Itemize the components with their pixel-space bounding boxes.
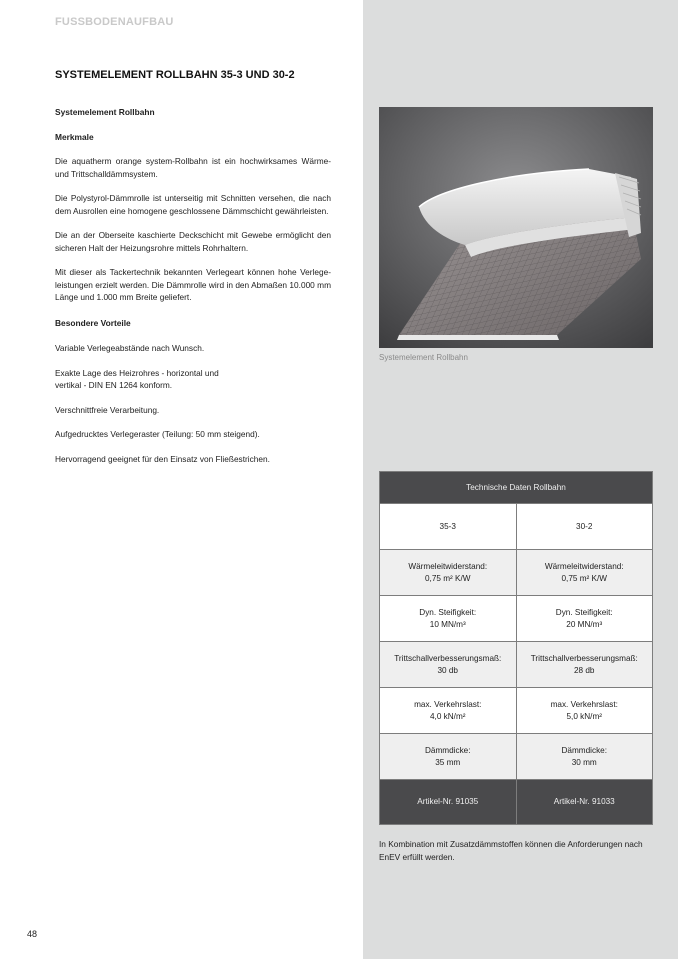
vorteile-heading: Besondere Vorteile <box>55 317 131 328</box>
vorteile-item: Hervorragend geeignet für den Einsatz von Fließestrichen. <box>55 453 270 464</box>
vorteile-item: Verschnittfreie Verarbeitung. <box>55 404 160 415</box>
merkmale-paragraph: Die aquatherm orange system-Rollbahn ist ein hochwirksames Wärme- und Trittschalldämmsystem. <box>55 156 331 179</box>
cell-value: 5,0 kN/m² <box>566 711 602 721</box>
table-row <box>380 734 653 780</box>
page-title: SYSTEMELEMENT ROLLBAHN 35-3 UND 30-2 <box>55 69 295 81</box>
merkmale-heading: Merkmale <box>55 131 94 142</box>
page-number: 48 <box>27 929 38 939</box>
cell-value: 30 mm <box>571 757 597 767</box>
table-row <box>380 642 653 688</box>
product-subtitle: Systemelement Rollbahn <box>55 107 155 117</box>
table-cell <box>380 596 517 642</box>
column-35-3: 35-3 <box>380 504 517 550</box>
section-header: FUSSBODENAUFBAU <box>55 16 174 28</box>
merkmale-paragraph: Die Polystyrol-Dämmrolle ist unterseitig mit Schnitten versehen, die nach dem Ausrollen eine homogene geschlossene Dämmschicht gewährleisten. <box>55 193 331 216</box>
merkmale-paragraph: Die an der Oberseite kaschierte Deckschicht mit Gewebe ermöglicht den sicheren Halt der Heizungsrohre mittels Rohrhaltern. <box>55 230 331 253</box>
article-number-row <box>380 780 653 825</box>
footnote: In Kombination mit Zusatzdämmstoffen können die Anforderungen nach EnEV erfüllt werden. <box>379 839 643 862</box>
cell-label: Trittschallverbesserungsmaß: <box>530 653 638 663</box>
table-header: Technische Daten Rollbahn <box>380 472 653 504</box>
table-cell <box>380 642 517 688</box>
technical-data-table <box>379 471 653 825</box>
vorteile-item: Variable Verlegeabstände nach Wunsch. <box>55 343 205 353</box>
cell-value: 10 MN/m³ <box>429 619 466 629</box>
product-photo <box>379 107 653 348</box>
cell-label: Wärmeleitwiderstand: <box>544 561 624 571</box>
cell-value: 30 db <box>437 665 458 675</box>
photo-caption: Systemelement Rollbahn <box>379 353 468 362</box>
cell-label: Dyn. Steifigkeit: <box>555 607 613 617</box>
cell-label: Dämmdicke: <box>425 745 471 755</box>
cell-value: 20 MN/m³ <box>566 619 603 629</box>
cell-label: Wärmeleitwiderstand: <box>408 561 488 571</box>
vorteile-item: Aufgedrucktes Verlegeraster (Teilung: 50 mm steigend). <box>55 429 260 439</box>
table-cell <box>516 596 653 642</box>
table-cell <box>516 688 653 734</box>
table-cell <box>380 734 517 780</box>
cell-value: 0,75 m² K/W <box>425 573 471 583</box>
cell-value: 0,75 m² K/W <box>561 573 607 583</box>
table-cell <box>516 734 653 780</box>
table-cell <box>516 642 653 688</box>
table-row <box>380 550 653 596</box>
table-row <box>380 688 653 734</box>
cell-label: max. Verkehrslast: <box>550 699 618 709</box>
column-30-2: 30-2 <box>516 504 653 550</box>
table-row <box>380 504 653 550</box>
table-cell <box>380 550 517 596</box>
cell-value: 35 mm <box>435 757 461 767</box>
cell-label: max. Verkehrslast: <box>414 699 482 709</box>
vorteile-item: Exakte Lage des Heizrohres - horizontal und vertikal - DIN EN 1264 konform. <box>55 367 219 390</box>
table-cell <box>380 688 517 734</box>
cell-label: Dämmdicke: <box>561 745 607 755</box>
article-number-30-2: Artikel-Nr. 91033 <box>516 780 653 825</box>
table-row <box>380 596 653 642</box>
cell-value: 4,0 kN/m² <box>430 711 466 721</box>
cell-label: Trittschallverbesserungsmaß: <box>394 653 502 663</box>
table-cell <box>516 550 653 596</box>
cell-label: Dyn. Steifigkeit: <box>419 607 477 617</box>
description-column <box>55 106 331 465</box>
article-number-35-3: Artikel-Nr. 91035 <box>380 780 517 825</box>
merkmale-paragraph: Mit dieser als Tackertechnik bekannten Verlegeart können hohe Verlege-leistungen erzielt werden. Die Dämmrolle wird in den Abmaßen 10.000 mm Länge und 1.000 mm Breite geliefert. <box>55 267 331 302</box>
cell-value: 28 db <box>574 665 595 675</box>
